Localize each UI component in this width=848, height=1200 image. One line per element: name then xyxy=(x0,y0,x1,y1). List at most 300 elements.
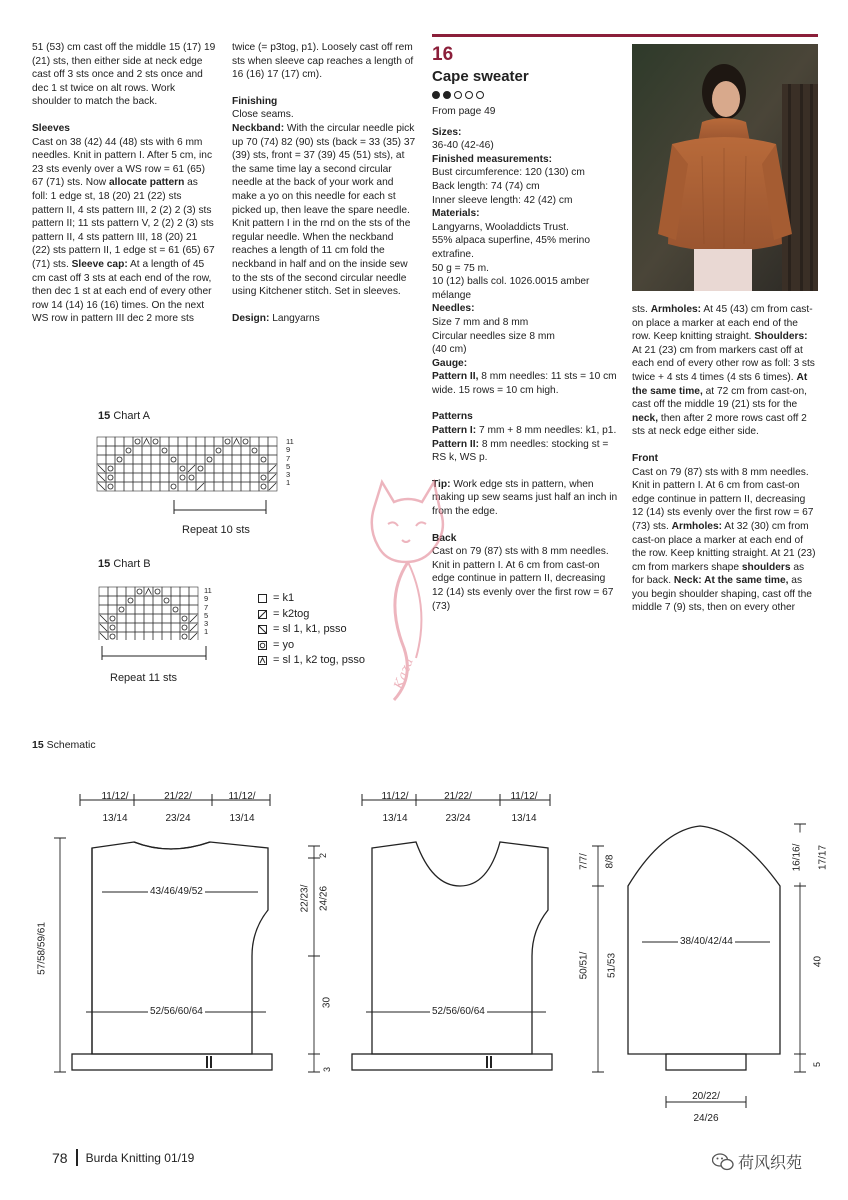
chart-cell xyxy=(189,587,198,596)
chart-cell xyxy=(241,464,250,473)
magazine-name: Burda Knitting 01/19 xyxy=(85,1150,195,1165)
chart-symbol xyxy=(162,448,167,453)
instructions-column-4 xyxy=(632,303,818,615)
chart-cell xyxy=(250,437,259,446)
chart-cell xyxy=(135,632,144,640)
chart-symbol xyxy=(225,439,230,444)
chart-cell xyxy=(108,614,117,623)
chart-b-repeat-label: Repeat 11 sts xyxy=(110,672,178,684)
chart-cell xyxy=(171,632,180,640)
chart-cell xyxy=(250,446,259,455)
chart-cell xyxy=(133,446,142,455)
chart-cell xyxy=(153,632,162,640)
chart-cell xyxy=(99,596,108,605)
from-page: From page 49 xyxy=(432,106,496,117)
chart-symbol xyxy=(119,607,124,612)
design-credit: Design: Langyarns xyxy=(232,312,320,324)
pattern-one: Pattern I: 7 mm + 8 mm needles: k1, p1. xyxy=(432,425,617,437)
chart-cell xyxy=(151,446,160,455)
chart-symbol xyxy=(261,457,266,462)
chart-cell xyxy=(160,473,169,482)
chart-cell xyxy=(196,473,205,482)
chart-symbol xyxy=(98,483,105,490)
chart-cell xyxy=(162,605,171,614)
chart-cell xyxy=(126,587,135,596)
chart-cell xyxy=(124,464,133,473)
chart-cell xyxy=(133,482,142,491)
needles-heading: Needles: xyxy=(432,303,475,315)
chart-cell xyxy=(171,587,180,596)
chart-cell xyxy=(108,605,117,614)
sleeves-heading: Sleeves xyxy=(32,122,70,134)
chart-symbol xyxy=(108,466,113,471)
chart-cell xyxy=(126,605,135,614)
chart-symbol xyxy=(269,483,276,490)
chart-b-grid xyxy=(98,586,208,640)
difficulty-rating xyxy=(432,91,618,99)
ssk-symbol-icon xyxy=(258,625,267,634)
chart-symbol xyxy=(190,615,197,622)
chart-cell xyxy=(126,623,135,632)
pattern-title: Cape sweater xyxy=(432,68,529,85)
chart-cell xyxy=(162,587,171,596)
chart-symbol xyxy=(182,625,187,630)
chart-symbol xyxy=(137,589,142,594)
chart-symbol xyxy=(144,439,150,445)
chart-cell xyxy=(108,596,117,605)
legend-sk2p: = sl 1, k2 tog, psso xyxy=(258,653,365,669)
pattern-two: Pattern II: 8 mm needles: stocking st = RS k, WS p. xyxy=(432,438,609,464)
front-lower-width: 52/56/60/64 xyxy=(432,1006,485,1017)
chart-cell xyxy=(117,623,126,632)
back-piece xyxy=(54,794,320,1072)
chart-a-repeat-bracket xyxy=(170,498,270,518)
chart-cell xyxy=(117,614,126,623)
chart-cell xyxy=(133,455,142,464)
chart-symbol xyxy=(261,475,266,480)
chart-symbol xyxy=(100,615,107,622)
chart-symbol xyxy=(197,483,204,490)
chart-cell xyxy=(160,437,169,446)
measurement-bust: Bust circumference: 120 (130) cm xyxy=(432,167,585,179)
chart-cell xyxy=(115,464,124,473)
chart-symbol xyxy=(252,448,257,453)
chart-cell xyxy=(135,623,144,632)
chart-symbol xyxy=(207,457,212,462)
chart-cell xyxy=(115,482,124,491)
chart-cell xyxy=(180,614,189,623)
front-top-right-dim: 11/12/ 13/14 xyxy=(510,791,538,824)
chart-cell xyxy=(126,614,135,623)
chart-cell xyxy=(232,446,241,455)
chart-cell xyxy=(133,464,142,473)
front-neck-depth-1: 7/7/ xyxy=(579,844,590,880)
chart-cell xyxy=(241,455,250,464)
chart-symbol xyxy=(171,457,176,462)
chart-cell xyxy=(205,446,214,455)
pattern-header-column xyxy=(432,44,618,613)
chart-cell xyxy=(250,482,259,491)
chart-cell xyxy=(187,482,196,491)
chart-cell xyxy=(144,605,153,614)
chart-cell xyxy=(117,632,126,640)
chart-cell xyxy=(115,437,124,446)
difficulty-dot xyxy=(465,91,473,99)
chart-cell xyxy=(214,455,223,464)
chart-cell xyxy=(189,596,198,605)
gauge-text: Pattern II, 8 mm needles: 11 sts = 10 cm wide. 15 rows = 10 cm high. xyxy=(432,371,617,396)
chart-cell xyxy=(169,482,178,491)
chart-cell xyxy=(169,446,178,455)
chart-cell xyxy=(153,587,162,596)
legend-yo: = yo xyxy=(258,638,365,654)
chart-cell xyxy=(115,455,124,464)
sleeve-piece xyxy=(628,824,806,1108)
chart-cell xyxy=(162,614,171,623)
sleeve-width: 38/40/42/44 xyxy=(680,936,733,947)
chart-cell xyxy=(214,464,223,473)
chart-cell xyxy=(178,446,187,455)
chart-cell xyxy=(169,473,178,482)
sleeve-cuff-width: 20/22/ 24/26 xyxy=(692,1091,720,1124)
chart-symbol xyxy=(216,448,221,453)
chart-cell xyxy=(142,455,151,464)
chart-cell xyxy=(223,437,232,446)
chart-cell xyxy=(153,596,162,605)
chart-symbol xyxy=(117,457,122,462)
measurement-sleeve: Inner sleeve length: 42 (42) cm xyxy=(432,194,573,206)
chart-cell xyxy=(162,596,171,605)
chart-symbol xyxy=(108,475,113,480)
chart-cell xyxy=(250,473,259,482)
chart-cell xyxy=(142,446,151,455)
chart-symbol xyxy=(269,465,276,472)
difficulty-dot xyxy=(454,91,462,99)
chart-cell xyxy=(142,473,151,482)
chart-cell xyxy=(259,455,268,464)
legend-ssk: = sl 1, k1, psso xyxy=(258,622,365,638)
chart-cell xyxy=(144,614,153,623)
front-height-2: 51/53 xyxy=(607,936,618,996)
chart-symbol xyxy=(190,633,197,640)
chart-cell xyxy=(189,605,198,614)
yo-symbol-icon xyxy=(258,641,267,650)
schematic-title: 15 Schematic xyxy=(32,739,96,751)
chart-cell xyxy=(108,623,117,632)
difficulty-dot xyxy=(476,91,484,99)
chart-cell xyxy=(126,632,135,640)
chart-cell xyxy=(97,437,106,446)
chart-cell xyxy=(205,473,214,482)
neckband-text: Neckband: With the circular needle pick up 70 (74) 82 (90) sts (back = 33 (35) 37 (39) sts, front = 37 (39) 45 (51) sts), at the same time lay a second circular needle at the back of your work and make a yo on this needle for each st picked up, then leave the spare needle. Knit pattern I in the rnd on the sts of the regular needle. When the neckband reaches a length of 11 cm fold the neckband in half and on the inside sew to the sts of the second circular needle using Kitchener stitch. Set in sleeves. xyxy=(232,122,416,298)
chart-cell xyxy=(117,605,126,614)
finishing-text: Close seams. xyxy=(232,109,294,121)
pattern-number: 16 xyxy=(432,44,454,65)
chart-cell xyxy=(223,446,232,455)
chart-b-title: 15 Chart B xyxy=(98,558,151,570)
front-instructions: Cast on 79 (87) sts with 8 mm needles. Knit in pattern I. At 6 cm from cast-on edge continue in pattern II, decreasing 12 (14) sts evenly over the first row = 67 (73) sts. Armholes: At 32 (30) cm from cast-on place a marker at each end of the row. Keep knitting straight. At 21 (23) cm from markers shape shoulders as for back. Neck: At the same time, as you begin shoulder shaping, cast off the middle 7 (9) sts, then on every other xyxy=(632,466,816,614)
instructions-column-1 xyxy=(32,41,216,326)
chart-symbol xyxy=(189,475,194,480)
chart-cell xyxy=(135,614,144,623)
chart-cell xyxy=(268,437,277,446)
chart-symbol xyxy=(234,439,240,445)
chart-cell xyxy=(160,446,169,455)
front-piece xyxy=(352,794,604,1072)
chart-cell xyxy=(223,455,232,464)
chart-cell xyxy=(153,614,162,623)
chart-cell xyxy=(196,446,205,455)
chart-cell xyxy=(241,446,250,455)
chart-cell xyxy=(178,473,187,482)
chart-symbol xyxy=(100,624,107,631)
back-armhole-2: 24/26 xyxy=(319,869,330,929)
sleeve-length: 40 xyxy=(812,955,824,968)
chart-symbol xyxy=(100,633,107,640)
chart-cell xyxy=(171,623,180,632)
watermark-text: 荷风织苑 xyxy=(738,1155,803,1172)
chart-cell xyxy=(223,482,232,491)
chart-cell xyxy=(196,455,205,464)
measurements-heading: Finished measurements: xyxy=(432,153,553,165)
chart-symbol xyxy=(135,439,140,444)
chart-cell xyxy=(151,437,160,446)
chart-cell xyxy=(99,605,108,614)
chart-symbol xyxy=(182,634,187,639)
chart-a-row-numbers: 11 9 7 5 3 1 xyxy=(286,437,294,488)
sk2p-symbol-icon xyxy=(258,656,267,665)
chart-cell xyxy=(223,464,232,473)
difficulty-dot xyxy=(443,91,451,99)
chart-cell xyxy=(241,437,250,446)
chart-cell xyxy=(259,437,268,446)
back-neck-depth: 2 xyxy=(318,852,328,858)
chart-cell xyxy=(117,587,126,596)
chart-cell xyxy=(162,632,171,640)
chart-cell xyxy=(106,482,115,491)
chart-b-row-numbers: 11 9 7 5 3 1 xyxy=(204,586,212,637)
chart-cell xyxy=(142,464,151,473)
chart-symbol xyxy=(173,607,178,612)
chart-symbol xyxy=(190,624,197,631)
chart-cell xyxy=(144,632,153,640)
back-instructions: Cast on 79 (87) sts with 8 mm needles. Knit in pattern I. At 6 cm from cast-on edge continue in pattern II, decreasing 12 (14) sts evenly over the first row = 67 (73) xyxy=(432,546,614,612)
chart-cell xyxy=(106,464,115,473)
finishing-heading: Finishing xyxy=(232,95,278,107)
chart-cell xyxy=(196,464,205,473)
chart-cell xyxy=(180,596,189,605)
chart-cell xyxy=(214,482,223,491)
legend-k1: = k1 xyxy=(258,591,365,607)
chart-cell xyxy=(178,437,187,446)
sizes-heading: Sizes: xyxy=(432,126,462,138)
chart-cell xyxy=(160,464,169,473)
chart-a-title: 15 Chart A xyxy=(98,410,150,422)
chart-symbol xyxy=(153,439,158,444)
front-height-1: 50/51/ xyxy=(579,936,590,996)
chart-cell xyxy=(169,437,178,446)
chart-cell xyxy=(268,446,277,455)
chart-cell xyxy=(180,587,189,596)
chart-a-repeat-label: Repeat 10 sts xyxy=(182,524,250,536)
front-neck-depth-2: 8/8 xyxy=(605,844,616,880)
front-heading: Front xyxy=(632,452,659,464)
chart-cell xyxy=(178,482,187,491)
chart-cell xyxy=(171,605,180,614)
chart-symbol xyxy=(243,439,248,444)
chart-cell xyxy=(180,623,189,632)
chart-cell xyxy=(151,455,160,464)
chart-cell xyxy=(214,437,223,446)
chart-symbol xyxy=(261,484,266,489)
chart-cell xyxy=(144,623,153,632)
chart-cell xyxy=(178,464,187,473)
back-top-right-dim: 11/12/ 13/14 xyxy=(228,791,256,824)
chart-cell xyxy=(259,446,268,455)
chart-cell xyxy=(214,473,223,482)
needle-circular: Circular needles size 8 mm xyxy=(432,330,555,342)
back-body-height: 30 xyxy=(322,988,333,1018)
patterns-heading: Patterns xyxy=(432,411,473,423)
chart-cell xyxy=(187,455,196,464)
chart-cell xyxy=(205,455,214,464)
chart-symbol xyxy=(146,589,152,595)
chart-a-grid xyxy=(96,436,296,494)
material-balls: 10 (12) balls col. 1026.0015 amber mélange xyxy=(432,276,590,301)
chart-cell xyxy=(151,464,160,473)
measurement-length: Back length: 74 (74) cm xyxy=(432,180,540,192)
chart-cell xyxy=(115,473,124,482)
sleeve-cap-1: 16/16/ xyxy=(792,833,803,883)
chart-cell xyxy=(250,464,259,473)
knit-symbol-icon xyxy=(258,594,267,603)
chart-cell xyxy=(124,473,133,482)
chart-symbol xyxy=(269,474,276,481)
chart-cell xyxy=(144,596,153,605)
chart-cell xyxy=(126,596,135,605)
chart-cell xyxy=(232,473,241,482)
instructions-column-2 xyxy=(232,41,416,325)
chart-cell xyxy=(115,446,124,455)
chart-cell xyxy=(259,473,268,482)
chart-symbol xyxy=(110,616,115,621)
chart-cell xyxy=(124,446,133,455)
material-yarn: Langyarns, Wooladdicts Trust. xyxy=(432,221,569,233)
chart-cell xyxy=(135,596,144,605)
needle-size: Size 7 mm and 8 mm xyxy=(432,316,529,328)
chart-symbol xyxy=(180,475,185,480)
watermark xyxy=(712,1150,802,1173)
sleeve-cuff-height: 5 xyxy=(812,1061,822,1067)
chart-cell xyxy=(187,446,196,455)
chart-symbol xyxy=(198,466,203,471)
chart-cell xyxy=(153,605,162,614)
chart-cell xyxy=(106,455,115,464)
chart-cell xyxy=(214,446,223,455)
page-number: 78 xyxy=(52,1149,68,1166)
back-armhole-1: 22/23/ xyxy=(300,869,311,929)
back-upper-width: 43/46/49/52 xyxy=(150,886,203,897)
chart-cell xyxy=(97,455,106,464)
chart-cell xyxy=(142,482,151,491)
chart-cell xyxy=(99,587,108,596)
chart-cell xyxy=(223,473,232,482)
sizes-value: 36-40 (42-46) xyxy=(432,140,494,152)
chart-cell xyxy=(232,455,241,464)
chart-cell xyxy=(124,455,133,464)
chart-symbol xyxy=(110,634,115,639)
chart-cell xyxy=(232,464,241,473)
chart-symbol xyxy=(108,484,113,489)
gauge-heading: Gauge: xyxy=(432,357,468,369)
tip-text: Tip: Work edge sts in pattern, when making up sew seams just half an inch in from the edge. xyxy=(432,478,618,518)
sleeve-cap-2: 17/17 xyxy=(818,833,829,883)
chart-symbol xyxy=(110,625,115,630)
chart-cell xyxy=(187,437,196,446)
sleeve-cap-end: twice (= p3tog, p1). Loosely cast off rem sts when sleeve cap reaches a length of 16 (16) 17 (17) cm). xyxy=(232,42,414,81)
chart-cell xyxy=(106,446,115,455)
back-heading: Back xyxy=(432,532,457,544)
chart-cell xyxy=(250,455,259,464)
chart-cell xyxy=(160,482,169,491)
chart-symbol xyxy=(188,465,195,472)
chart-cell xyxy=(232,482,241,491)
chart-cell xyxy=(241,473,250,482)
chart-cell xyxy=(169,455,178,464)
cat-watermark-icon xyxy=(364,478,450,704)
chart-cell xyxy=(135,587,144,596)
chart-symbol xyxy=(98,465,105,472)
chart-cell xyxy=(117,596,126,605)
sleeves-instructions: Cast on 38 (42) 44 (48) sts with 6 mm needles. Knit in pattern I. After 5 cm, inc 23 sts evenly over a WS row = 61 (65) 67 (71) sts. Now allocate pattern as foll: 1 edge st, 18 (20) 21 (22) sts pattern II, 4 sts pattern III, 2 (2) 2 (3) sts pattern II; 11 sts pattern V, 2 (2) 2 (3) sts pattern II, 4 sts pattern III, 18 (20) 21 (22) sts pattern II, 1 edge st = 61 (65) 67 (71) sts. Sleeve cap: At a length of 45 cm cast off 3 sts at each end of the row, then dec 1 st at each end of every other row 14 (14) 16 (16) times. On the next WS row in pattern III dec 2 more sts xyxy=(32,136,215,325)
chart-cell xyxy=(133,473,142,482)
wechat-icon xyxy=(712,1153,734,1171)
chart-cell xyxy=(160,455,169,464)
chart-cell xyxy=(108,587,117,596)
chart-cell xyxy=(162,623,171,632)
chart-cell xyxy=(151,473,160,482)
chart-b-repeat-bracket xyxy=(98,644,210,664)
chart-symbol xyxy=(155,589,160,594)
chart-symbol xyxy=(126,448,131,453)
chart-cell xyxy=(180,605,189,614)
front-top-left-dim: 11/12/ 13/14 xyxy=(381,791,409,824)
neck-instructions: 51 (53) cm cast off the middle 15 (17) 19 (21) sts, then either side at neck edge cast off 3 sts once and 2 sts once and dec 1 st twice on alt rows. Work shoulder to match the back. xyxy=(32,42,216,108)
chart-cell xyxy=(133,437,142,446)
chart-cell xyxy=(171,614,180,623)
chart-symbol xyxy=(98,474,105,481)
front-top-mid-dim: 21/22/ 23/24 xyxy=(444,791,472,824)
difficulty-dot xyxy=(432,91,440,99)
back-continued: sts. Armholes: At 45 (43) cm from cast-on place a marker at each end of the row. Keep knitting straight. Shoulders: At 21 (23) cm from markers cast off at each end of every other row as foll: 3 sts twice + 4 sts 4 times (4 sts 6 times). At the same time, at 72 cm from cast-on, cast off the middle 19 (21) sts for the neck, then after 2 more rows cast off 2 sts at neck edge either side. xyxy=(632,304,815,438)
chart-cell xyxy=(151,482,160,491)
chart-cell xyxy=(97,446,106,455)
page-footer xyxy=(52,1149,194,1166)
back-rib-height: 3 xyxy=(322,1066,332,1072)
back-lower-width: 52/56/60/64 xyxy=(150,1006,203,1017)
chart-cell xyxy=(124,437,133,446)
chart-cell xyxy=(259,464,268,473)
footer-divider xyxy=(76,1149,78,1166)
chart-cell xyxy=(169,464,178,473)
model-photo xyxy=(632,44,818,291)
section-rule xyxy=(432,34,818,37)
materials-heading: Materials: xyxy=(432,208,480,220)
material-weight: 50 g = 75 m. xyxy=(432,262,489,274)
chart-cell xyxy=(205,464,214,473)
back-top-mid-dim: 21/22/ 23/24 xyxy=(164,791,192,824)
chart-cell xyxy=(153,623,162,632)
